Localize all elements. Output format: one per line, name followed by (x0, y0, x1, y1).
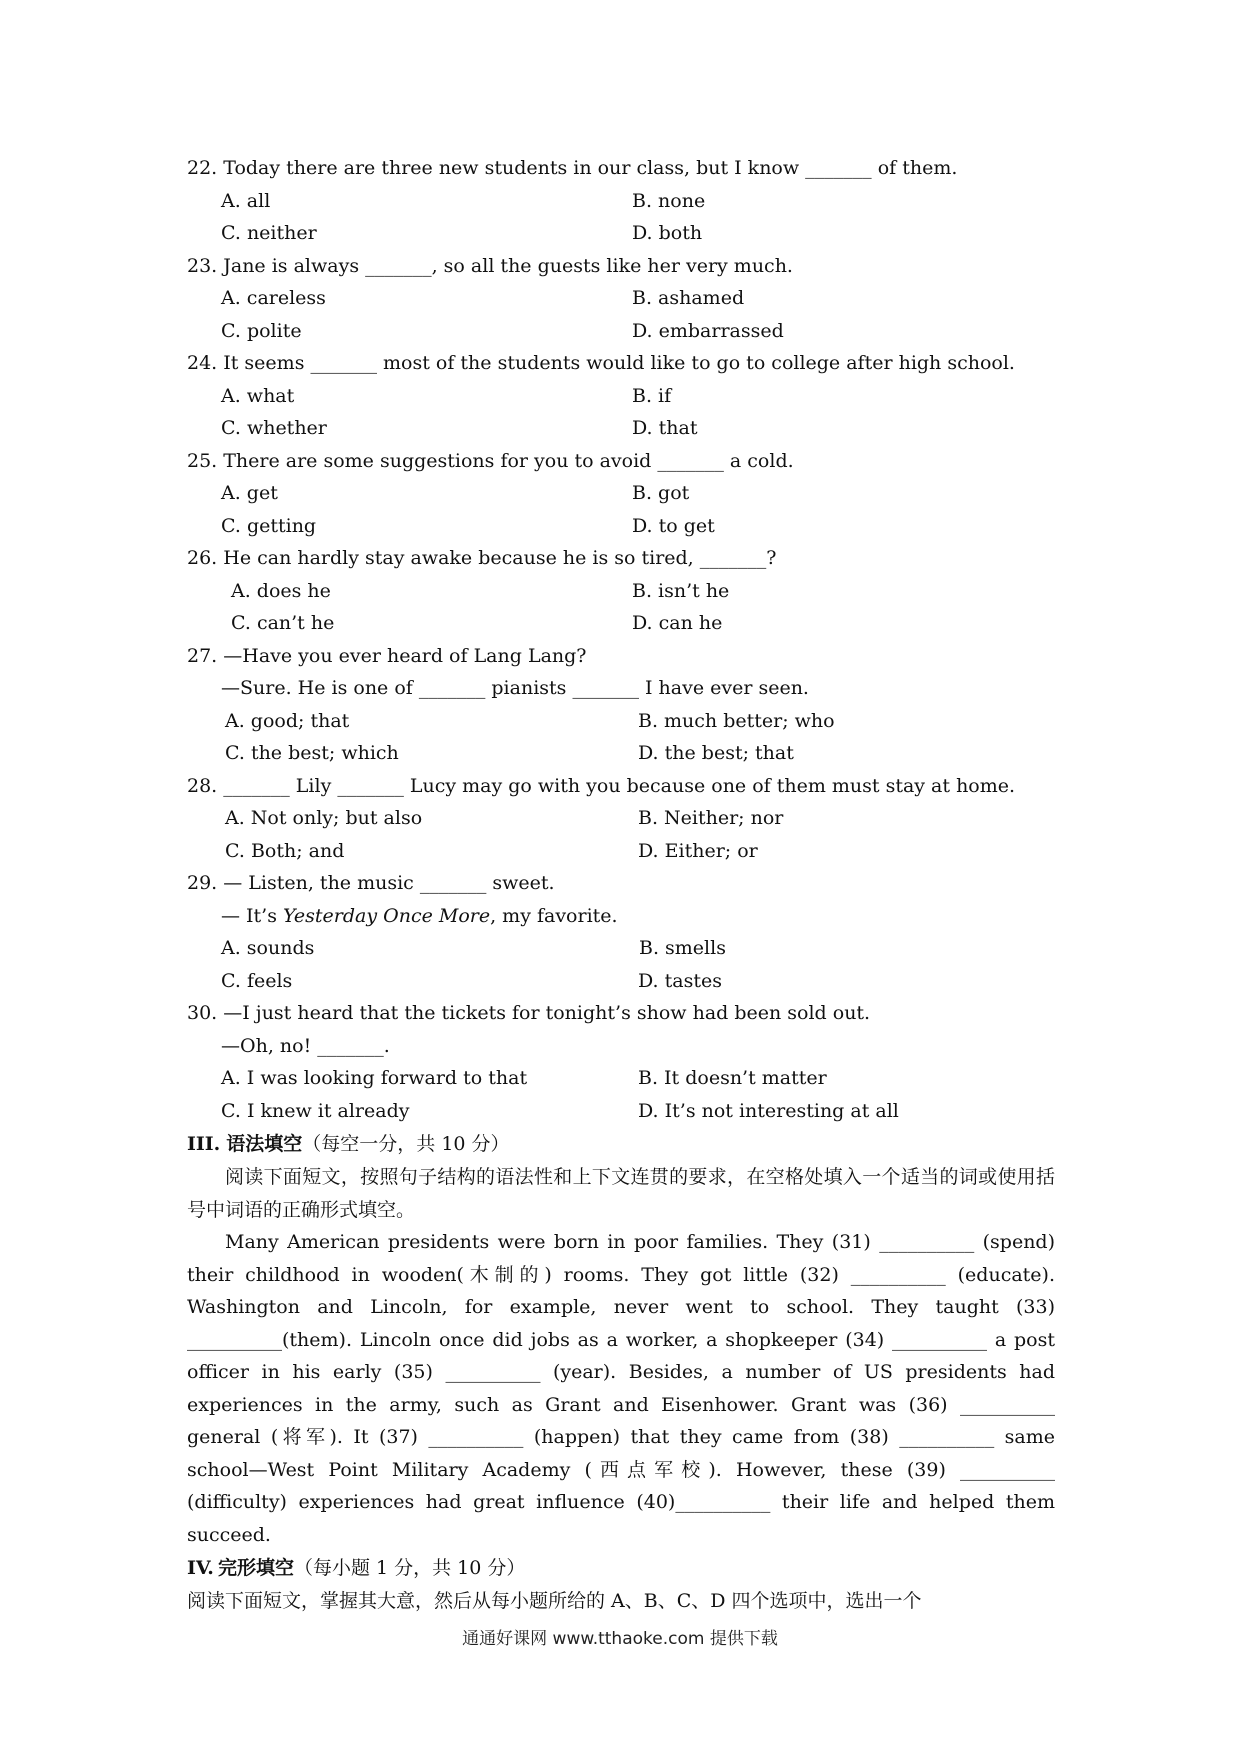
option-d: D. both (632, 222, 703, 244)
section-numeral: III. (187, 1133, 221, 1155)
reply-prefix: — It’s (221, 904, 284, 927)
option-c: C. neither (221, 222, 317, 244)
question-29 (187, 867, 1055, 997)
option-c: C. polite (221, 319, 302, 342)
option-d: D. tastes (638, 969, 722, 992)
option-a: A. get (221, 482, 278, 504)
section-instructions: 阅读下面短文，按照句子结构的语法性和上下文连贯的要求，在空格处填入一个适当的词或使用括号中词语的正确形式填空。 (187, 1166, 1055, 1221)
question-stem: 26. He can hardly stay awake because he is so tired, _______? (187, 547, 777, 569)
option-c: C. whether (221, 417, 327, 439)
option-b: B. isn’t he (632, 579, 730, 602)
option-a: A. I was looking forward to that (221, 1067, 528, 1089)
cloze-passage: Many American presidents were born in poor families. They (31) __________ (spend) their childhood in wooden(木制的) rooms. They got little (32) __________ (educate). Washington and Lincoln, for example, never went to school. They taught (33) __________(them). Lincoln once did jobs as a worker, a shopkeeper (34) __________ a post officer in his early (35) __________ (year). Besides, a number of US presidents had experiences in the army, such as Grant and Eisenhower. Grant was (36) __________ general (将军). It (37) __________ (happen) that they came from (38) __________ same school—West Point Military Academy (西点军校). However, these (39) __________ (difficulty) experiences had great influence (40)__________ their life and helped them succeed. (187, 1231, 1055, 1546)
question-stem: 30. —I just heard that the tickets for tonight’s show had been sold out. (187, 1002, 871, 1024)
option-d: D. the best; that (638, 742, 794, 764)
option-b: B. got (632, 482, 690, 504)
option-c: C. Both; and (225, 839, 345, 862)
question-stem: 25. There are some suggestions for you to avoid _______ a cold. (187, 449, 794, 472)
question-22 (187, 152, 1055, 250)
option-b: B. It doesn’t matter (638, 1067, 827, 1089)
option-d: D. to get (632, 514, 715, 537)
section-note: （每空一分，共 10 分） (302, 1133, 510, 1155)
option-d: D. can he (632, 612, 723, 634)
option-a: A. all (221, 189, 271, 212)
question-stem: 22. Today there are three new students in our class, but I know _______ of them. (187, 157, 958, 179)
question-stem: 29. — Listen, the music _______ sweet. (187, 872, 555, 894)
option-d: D. that (632, 417, 698, 439)
section-heading (187, 1127, 1055, 1161)
question-stem-reply: —Sure. He is one of _______ pianists _______ I have ever seen. (221, 677, 809, 699)
question-24 (187, 347, 1055, 445)
section-heading (187, 1551, 1055, 1585)
question-30 (187, 997, 1055, 1127)
option-d: D. embarrassed (632, 319, 784, 342)
question-26 (187, 542, 1055, 640)
option-a: A. does he (231, 579, 331, 602)
option-c: C. getting (221, 514, 317, 537)
option-b: B. smells (639, 937, 726, 959)
option-b: B. ashamed (632, 287, 745, 309)
page-footer: 通通好课网 www.tthaoke.com 提供下载 (462, 1629, 778, 1649)
question-28 (187, 770, 1055, 868)
option-d: D. It’s not interesting at all (638, 1099, 899, 1122)
section-numeral: IV. (187, 1557, 214, 1579)
section-title: 完形填空 (217, 1557, 294, 1579)
page-content (187, 152, 1055, 1618)
option-b: B. much better; who (638, 709, 835, 732)
question-25 (187, 445, 1055, 543)
option-a: A. Not only; but also (225, 807, 423, 829)
option-a: A. careless (221, 287, 326, 309)
section-note: （每小题 1 分，共 10 分） (293, 1557, 526, 1579)
option-c: C. can’t he (231, 612, 335, 634)
option-b: B. Neither; nor (638, 807, 784, 829)
section-instructions: 阅读下面短文，掌握其大意，然后从每小题所给的 A、B、C、D 四个选项中，选出一个 (187, 1590, 922, 1612)
option-b: B. if (632, 384, 672, 407)
question-stem-reply (187, 900, 1055, 933)
question-stem: 27. —Have you ever heard of Lang Lang? (187, 644, 587, 667)
section-title: 语法填空 (226, 1133, 303, 1155)
section-3 (187, 1127, 1055, 1551)
question-stem: 24. It seems _______ most of the students would like to go to college after high school. (187, 352, 1015, 374)
option-a: A. good; that (225, 709, 350, 732)
reply-suffix: , my favorite. (490, 904, 618, 927)
option-c: C. the best; which (225, 742, 399, 764)
question-stem: 28. _______ Lily _______ Lucy may go with you because one of them must stay at home. (187, 774, 1016, 797)
option-b: B. none (632, 189, 706, 212)
song-title: Yesterday Once More (283, 904, 491, 927)
question-stem-reply: —Oh, no! _______. (221, 1034, 390, 1057)
option-a: A. what (221, 384, 295, 407)
option-a: A. sounds (221, 937, 315, 959)
option-d: D. Either; or (638, 839, 758, 862)
question-23 (187, 250, 1055, 348)
question-27 (187, 640, 1055, 770)
question-stem: 23. Jane is always _______, so all the guests like her very much. (187, 254, 793, 277)
option-c: C. I knew it already (221, 1099, 410, 1122)
option-c: C. feels (221, 969, 293, 992)
section-4 (187, 1551, 1055, 1618)
